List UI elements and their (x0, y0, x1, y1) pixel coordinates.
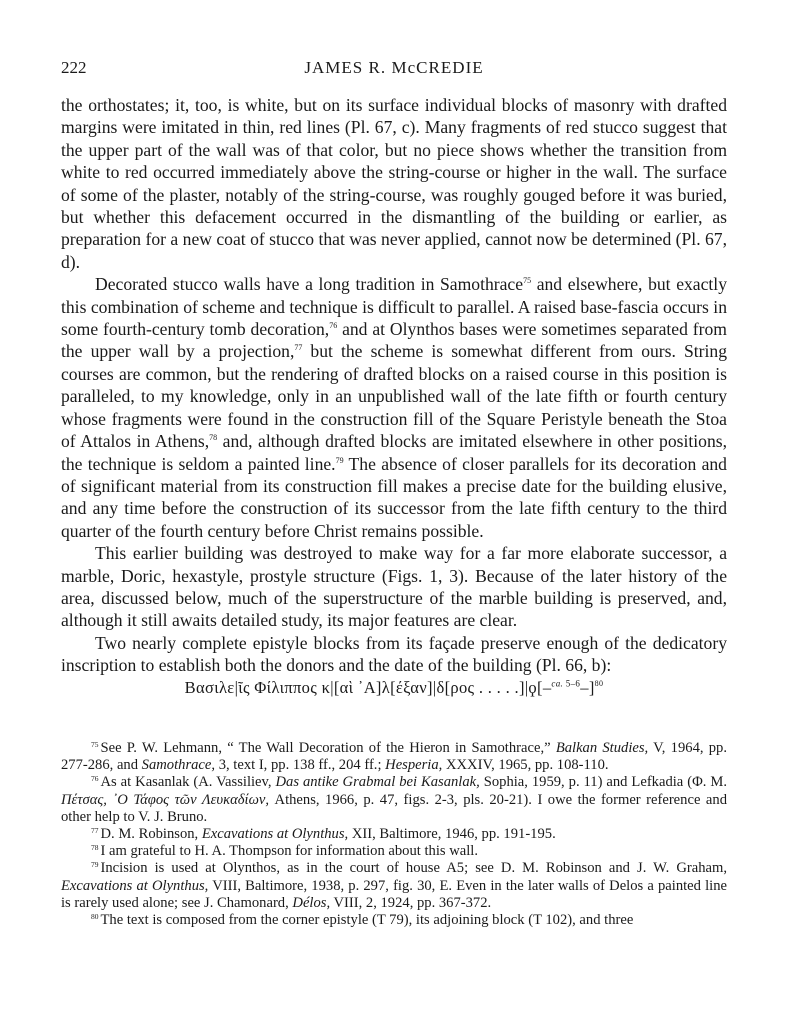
footnote-80: $^{80}$ The text is composed from the corner epistyle (T 79), its adjoining block (T 102), and three (91, 912, 634, 929)
paragraph-1: the orthostates; it, too, is white, but on its surface individual blocks of masonry with drafted margins were imitated in thin, red lines (Pl. 67, c). Many fragments of red stucco suggest that the upper part of the wall was of that color, but no piece shows whether the transition from white to red occurred immediately above the string-course or higher in the wall. The surface of some of the plaster, notably of the string-course, was roughly gouged before it was buried, but whether this defacement occurred in the dismantling of the building or earlier, as preparation for a new coat of stucco that was never applied, cannot now be determined (Pl. 67, d). (61, 95, 727, 272)
footnote-75: $^{75}$ See P. W. Lehmann, “ The Wall Decoration of the Hieron in Samothrace,” Balkan Studies, V, 1964, pp. 277-286, and Samothrace, 3, text I, pp. 138 ff., 204 ff.; Hesperia, XXXIV, 1965, pp. 108-110. (61, 740, 727, 774)
paragraph-4: Two nearly complete epistyle blocks from its façade preserve enough of the dedicatory inscription to establish both the donors and the date of the building (Pl. 66, b): (61, 632, 727, 676)
paragraph-2: Decorated stucco walls have a long tradition in Samothrace$^{75}$ and elsewhere, but exactly this combination of scheme and technique is difficult to parallel. A raised base-fascia occurs in some fourth-century tomb decoration,$^{76}$ and at Olynthos bases were sometimes separated from the upper wall by a projection,$^{77}$ but the scheme is somewhat different from ours. String courses are common, but the rendering of drafted blocks on a raised course in this position is paralleled, to my knowledge, only in an unpublished wall of the late fifth or fourth century whose fragments were found in the construction fill of the Square Peristyle beneath the Stoa of Attalos in Athens,$^{78}$ and, although drafted blocks are imitated elsewhere in other positions, the technique is seldom a painted line.$^{79}$ The absence of closer parallels for its decoration and of significant material from its construction fill makes a precise date for the building elusive, and any time before the construction of its successor from the late fifth century to the third quarter of the fourth century before Christ remains possible. (61, 274, 728, 541)
footnote-ref-80: 80 (594, 678, 604, 688)
footnote-ref-77: 77 (294, 343, 303, 353)
footnote-ref-79: 79 (335, 455, 344, 465)
footnote-76: $^{76}$ As at Kasanlak (A. Vassiliev, Das antike Grabmal bei Kasanlak, Sophia, 1959, p. 11) and Lefkadia (Φ. Μ. Πέτσας, ᾿Ο Τάφος τῶν Λευκαδίων, Athens, 1966, p. 47, figs. 2-3, pls. 20-21). I owe the former reference and other help to V. J. Bruno. (61, 774, 727, 825)
footnote-78: $^{78}$ I am grateful to H. A. Thompson for information about this wall. (91, 843, 478, 860)
greek-inscription: Βασιλε|ῖς Φίλιππος κ|[αὶ ᾿Α]λ[έξαν]|δ[ρος . . . . .]|ϙ[–$^{ca. 5-6}$–]$^{80}$ (184, 677, 604, 697)
footnote-ref-76: 76 (329, 321, 338, 331)
page-number: 222 (61, 58, 87, 77)
main-text (61, 94, 727, 699)
footnote-77: $^{77}$ D. M. Robinson, Excavations at Olynthus, XII, Baltimore, 1946, pp. 191-195. (91, 826, 556, 843)
footnote-ref-75: 75 (523, 276, 532, 286)
paragraph-3: This earlier building was destroyed to make way for a far more elaborate successor, a marble, Doric, hexastyle, prostyle structure (Figs. 1, 3). Because of the later history of the area, discussed below, much of the superstructure of the marble building is preserved, and, although it still awaits detailed study, its major features are clear. (61, 543, 727, 631)
running-head: JAMES R. McCREDIE (304, 58, 484, 77)
footnotes (61, 740, 727, 929)
page-header (61, 58, 727, 84)
footnote-ref-78: 78 (209, 433, 218, 443)
footnote-79: $^{79}$ Incision is used at Olynthos, as in the court of house A5; see D. M. Robinson and J. W. Graham, Excavations at Olynthus, VIII, Baltimore, 1938, p. 297, fig. 30, E. Even in the later walls of Delos a painted line is rarely used alone; see J. Chamonard, Délos, VIII, 2, 1924, pp. 367-372. (61, 860, 727, 911)
